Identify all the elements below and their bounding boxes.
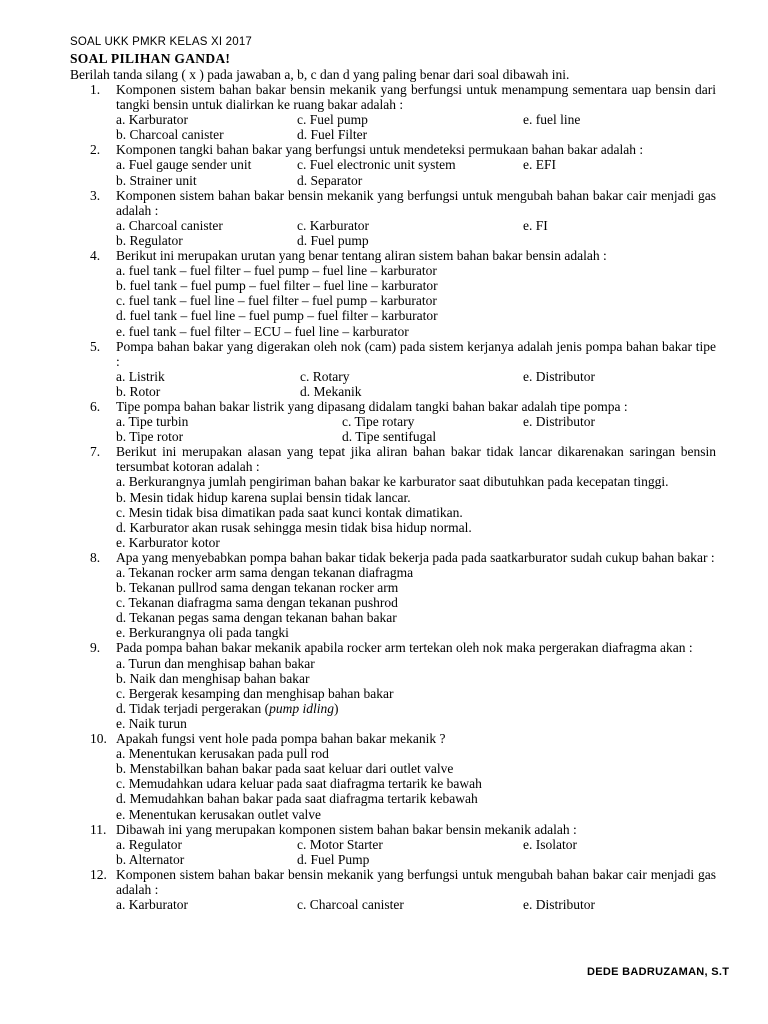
option-e: e. Berkurangnya oli pada tangki: [116, 625, 289, 641]
option-c: c. Mesin tidak bisa dimatikan pada saat kunci kontak dimatikan.: [116, 504, 463, 520]
option-e: e. fuel tank – fuel filter – ECU – fuel line – karburator: [116, 323, 409, 339]
option-c: c. Tekanan diafragma sama dengan tekanan pushrod: [116, 595, 398, 611]
option-c: c. Memudahkan udara keluar pada saat diafragma tertarik ke bawah: [116, 776, 482, 792]
option-e: e. Karburator kotor: [116, 534, 220, 550]
options-row: [116, 112, 716, 127]
option-c: c. Motor Starter: [297, 836, 383, 852]
options-row: [116, 429, 716, 444]
option-c: c. Karburator: [297, 217, 369, 233]
option-e: e. Distributor: [523, 897, 595, 913]
question-7: [70, 444, 716, 550]
option-a: a. Listrik: [116, 368, 165, 384]
question-number: 6.: [90, 398, 101, 414]
question-number: 4.: [90, 248, 101, 264]
option-e: e. Naik turun: [116, 715, 187, 731]
question-text: Apa yang menyebabkan pompa bahan bakar tidak bekerja pada pada saatkarburator sudah cukup bahan bakar :: [116, 549, 715, 565]
options-row: [116, 897, 716, 912]
question-text: Komponen tangki bahan bakar yang berfungsi untuk mendeteksi permukaan bahan bakar adalah :: [116, 142, 644, 158]
question-8: [70, 550, 716, 641]
question-number: 1.: [90, 82, 101, 97]
option-b: b. Naik dan menghisap bahan bakar: [116, 670, 310, 686]
question-text: Pompa bahan bakar yang digerakan oleh nok (cam) pada sistem kerjanya adalah jenis pompa bahan bakar tipe :: [116, 338, 716, 369]
question-list: [70, 82, 716, 912]
option-a: a. Menentukan kerusakan pada pull rod: [116, 746, 329, 762]
option-e: e. Distributor: [523, 414, 595, 430]
options-row: [116, 852, 716, 867]
question-text: Tipe pompa bahan bakar listrik yang dipasang didalam tangki bahan bakar adalah tipe pompa :: [116, 398, 628, 414]
question-number: 2.: [90, 142, 101, 158]
italic-term: pump idling: [269, 700, 334, 716]
question-number: 10.: [90, 731, 107, 747]
option-a: a. Berkurangnya jumlah pengiriman bahan bakar ke karburator saat dibutuhkan pada kecepatan tinggi.: [116, 474, 669, 490]
option-d: d. fuel tank – fuel line – fuel pump – fuel filter – karburator: [116, 308, 438, 324]
option-c: c. Bergerak kesamping dan menghisap bahan bakar: [116, 685, 394, 701]
options-row: [116, 384, 716, 399]
option-b: b. Charcoal canister: [116, 127, 224, 143]
question-number: 7.: [90, 444, 101, 460]
option-c: c. fuel tank – fuel line – fuel filter – fuel pump – karburator: [116, 293, 437, 309]
option-b: b. Alternator: [116, 851, 185, 867]
question-text: Apakah fungsi vent hole pada pompa bahan bakar mekanik ?: [116, 731, 446, 747]
exam-title: SOAL UKK PMKR KELAS XI 2017: [70, 36, 253, 48]
instruction: Berilah tanda silang ( x ) pada jawaban a, b, c dan d yang paling benar dari soal dibawah ini.: [70, 67, 570, 82]
option-d: d. Separator: [297, 172, 363, 188]
option-c: c. Charcoal canister: [297, 897, 404, 913]
option-d: d. Fuel Pump: [297, 851, 370, 867]
question-number: 12.: [90, 866, 107, 882]
question-number: 8.: [90, 549, 101, 565]
question-12: [70, 867, 716, 912]
option-e: e. Isolator: [523, 836, 577, 852]
question-number: 3.: [90, 187, 101, 203]
question-text: Komponen sistem bahan bakar bensin mekanik yang berfungsi untuk mengubah bahan bakar cair menjadi gas adalah :: [116, 187, 716, 218]
question-text: Berikut ini merupakan alasan yang tepat jika aliran bahan bakar tidak lancar dikarenakan saringan bensin tersumbat kotoran adalah :: [116, 444, 716, 475]
question-1: [70, 82, 716, 142]
option-d: d. Karburator akan rusak sehingga mesin tidak bisa hidup normal.: [116, 519, 472, 535]
question-number: 9.: [90, 640, 101, 656]
option-a: a. Fuel gauge sender unit: [116, 157, 252, 173]
author-name: DEDE BADRUZAMAN, S.T: [587, 966, 730, 978]
question-text: Komponen sistem bahan bakar bensin mekanik yang berfungsi untuk menampung sementara uap bensin dari tangki bensin untuk dialirkan ke ruang bakar adalah :: [116, 82, 716, 113]
option-c: c. Fuel electronic unit system: [297, 157, 456, 173]
options-row: [116, 233, 716, 248]
options-row: [116, 369, 716, 384]
option-a: a. Karburator: [116, 897, 188, 913]
option-d: d. Memudahkan bahan bakar pada saat diafragma tertarik kebawah: [116, 791, 478, 807]
question-5: [70, 339, 716, 399]
option-b: b. Regulator: [116, 232, 183, 248]
options-row: [116, 127, 716, 142]
option-b: b. fuel tank – fuel pump – fuel filter – fuel line – karburator: [116, 278, 438, 294]
option-c: c. Rotary: [300, 368, 350, 384]
options-row: [116, 218, 716, 233]
question-number: 11.: [90, 821, 107, 837]
option-a: a. fuel tank – fuel filter – fuel pump – fuel line – karburator: [116, 263, 437, 279]
question-text: Berikut ini merupakan urutan yang benar tentang aliran sistem bahan bakar bensin adalah :: [116, 248, 607, 264]
question-text: Komponen sistem bahan bakar bensin mekanik yang berfungsi untuk mengubah bahan bakar cair menjadi gas adalah :: [116, 866, 716, 897]
option-e: e. fuel line: [523, 112, 581, 128]
option-a: a. Tipe turbin: [116, 414, 189, 430]
option-d: d. Tipe sentifugal: [342, 429, 437, 445]
options-row: [116, 837, 716, 852]
option-d: d. Mekanik: [300, 383, 362, 399]
option-d: d. Tidak terjadi pergerakan (pump idling): [116, 700, 339, 716]
option-e: e. Distributor: [523, 368, 595, 384]
option-b: b. Strainer unit: [116, 172, 197, 188]
option-d: d. Fuel pump: [297, 232, 369, 248]
question-number: 5.: [90, 338, 101, 354]
question-10: [70, 731, 716, 822]
option-e: e. Menentukan kerusakan outlet valve: [116, 806, 322, 822]
options-row: [116, 173, 716, 188]
option-b: b. Tipe rotor: [116, 429, 184, 445]
options-row: [116, 414, 716, 429]
option-b: b. Menstabilkan bahan bakar pada saat keluar dari outlet valve: [116, 761, 454, 777]
question-4: [70, 248, 716, 339]
option-e: e. FI: [523, 217, 548, 233]
option-d: d. Tekanan pegas sama dengan tekanan bahan bakar: [116, 610, 397, 626]
option-c: c. Tipe rotary: [342, 414, 415, 430]
options-row: [116, 157, 716, 172]
option-a: a. Turun dan menghisap bahan bakar: [116, 655, 315, 671]
option-a: a. Tekanan rocker arm sama dengan tekanan diafragma: [116, 565, 414, 580]
section-title: SOAL PILIHAN GANDA!: [70, 51, 231, 66]
option-c: c. Fuel pump: [297, 112, 368, 128]
option-a: a. Karburator: [116, 112, 188, 128]
question-9: [70, 640, 716, 731]
question-11: [70, 822, 716, 867]
question-text: Pada pompa bahan bakar mekanik apabila rocker arm tertekan oleh nok maka pergerakan diafragma akan :: [116, 640, 693, 656]
option-d: d. Fuel Filter: [297, 127, 368, 143]
option-b: b. Tekanan pullrod sama dengan tekanan rocker arm: [116, 580, 399, 596]
option-a: a. Charcoal canister: [116, 217, 223, 233]
question-2: [70, 142, 716, 187]
option-b: b. Mesin tidak hidup karena suplai bensin tidak lancar.: [116, 489, 411, 505]
option-a: a. Regulator: [116, 836, 182, 852]
question-6: [70, 399, 716, 444]
question-3: [70, 188, 716, 248]
question-text: Dibawah ini yang merupakan komponen sistem bahan bakar bensin mekanik adalah :: [116, 821, 577, 837]
option-b: b. Rotor: [116, 383, 161, 399]
option-e: e. EFI: [523, 157, 556, 173]
